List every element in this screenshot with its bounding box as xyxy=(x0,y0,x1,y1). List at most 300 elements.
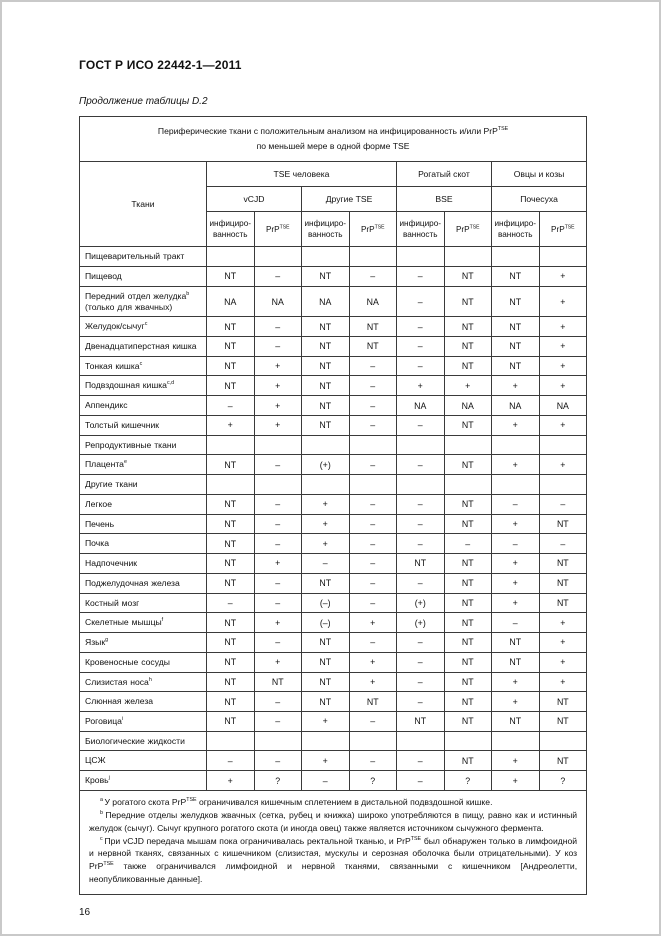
tissue-value-cell: NT xyxy=(492,337,540,357)
tissue-value-cell xyxy=(492,435,540,455)
tissue-value-cell: + xyxy=(539,356,587,376)
footnote-marker: a xyxy=(100,797,105,804)
tissue-value-cell: NT xyxy=(444,356,492,376)
tissue-value-cell xyxy=(397,475,445,495)
col-leaf-infectivity: инфициро- ванность xyxy=(492,212,540,247)
table-row xyxy=(80,356,587,376)
tissue-value-cell: NT xyxy=(302,396,350,416)
tissue-value-cell xyxy=(539,435,587,455)
tissue-value-cell: NT xyxy=(349,692,397,712)
tissue-value-cell: NT xyxy=(207,494,255,514)
tissue-value-cell: NT xyxy=(444,692,492,712)
tissue-value-cell: NT xyxy=(444,652,492,672)
tissue-value-cell: NT xyxy=(302,652,350,672)
tissue-value-cell: + xyxy=(254,376,302,396)
tissue-value-cell: – xyxy=(349,396,397,416)
tissue-value-cell: – xyxy=(397,652,445,672)
tissue-value-cell: – xyxy=(492,613,540,633)
tissue-value-cell: (+) xyxy=(397,613,445,633)
tissue-value-cell: NT xyxy=(539,692,587,712)
tissue-value-cell xyxy=(207,435,255,455)
tissue-value-cell: + xyxy=(539,376,587,396)
tissue-value-cell: ? xyxy=(539,771,587,791)
footnote-marker: c xyxy=(100,835,105,842)
tissue-value-cell: – xyxy=(254,692,302,712)
tissue-value-cell xyxy=(302,247,350,267)
tissue-value-cell: NT xyxy=(492,633,540,653)
tissue-value-cell: – xyxy=(254,633,302,653)
tissue-name: Кровь$^j$ xyxy=(80,771,207,791)
tissue-value-cell: + xyxy=(492,573,540,593)
table-row xyxy=(80,731,587,751)
tissue-value-cell xyxy=(254,435,302,455)
tissue-value-cell: NT xyxy=(207,455,255,475)
tissue-value-cell: – xyxy=(397,534,445,554)
tissue-value-cell: NT xyxy=(444,711,492,731)
tissue-value-cell: NT xyxy=(444,613,492,633)
tissue-value-cell: – xyxy=(397,672,445,692)
table-row xyxy=(80,435,587,455)
tissue-value-cell: – xyxy=(207,396,255,416)
tissue-value-cell: (+) xyxy=(397,593,445,613)
tissue-value-cell: NA xyxy=(302,286,350,316)
tissue-value-cell: NT xyxy=(254,672,302,692)
table-row xyxy=(80,376,587,396)
table-row xyxy=(80,633,587,653)
tissue-value-cell xyxy=(397,435,445,455)
tissue-value-cell: – xyxy=(492,494,540,514)
tissue-value-cell xyxy=(254,247,302,267)
tissue-value-cell: NT xyxy=(397,554,445,574)
tissue-value-cell: + xyxy=(492,554,540,574)
tissue-value-cell xyxy=(207,731,255,751)
tissue-value-cell: + xyxy=(349,613,397,633)
tissue-value-cell: + xyxy=(539,415,587,435)
table-row xyxy=(80,573,587,593)
tissue-value-cell: – xyxy=(349,376,397,396)
tissue-name: Передний отдел желудка$^b$ (только для жвачных) xyxy=(80,286,207,316)
tissue-value-cell: NT xyxy=(539,514,587,534)
tissue-value-cell: NT xyxy=(492,711,540,731)
tissue-value-cell: – xyxy=(397,455,445,475)
tissue-name: Печень xyxy=(80,514,207,534)
tissue-value-cell xyxy=(349,475,397,495)
tissue-value-cell: NT xyxy=(302,356,350,376)
col-group-human-tse: TSE человека xyxy=(207,162,397,187)
tissue-value-cell xyxy=(444,731,492,751)
table-row xyxy=(80,652,587,672)
tissue-value-cell: + xyxy=(492,692,540,712)
tissue-value-cell: NT xyxy=(207,337,255,357)
tissue-tse-table xyxy=(79,116,587,895)
tissue-value-cell xyxy=(397,247,445,267)
tissue-value-cell: NT xyxy=(207,613,255,633)
tissue-name: Костный мозг xyxy=(80,593,207,613)
tissue-name: Поджелудочная железа xyxy=(80,573,207,593)
tissue-name: Аппендикс xyxy=(80,396,207,416)
tissue-value-cell: + xyxy=(539,337,587,357)
footnote: $^c$ При vCJD передача мышам пока ограничивалась ректальной тканью, и PrP$^{TSE}$ был обнаружен только в лимфоидной и нервной тканях, связанных с кишечником (слизистая, мускулы и серозная оболочка были отрицательными). У коз PrP$^{TSE}$ также ограничивался лимфоидной и нервной тканями, связанными с кишечником [Андреолетти, неопубликованные данные]. xyxy=(89,835,578,885)
col-leaf-infectivity: инфициро- ванность xyxy=(397,212,445,247)
tissue-value-cell: + xyxy=(397,376,445,396)
tissue-name: Язык$^g$ xyxy=(80,633,207,653)
tissue-value-cell: – xyxy=(349,356,397,376)
tissue-value-cell: + xyxy=(492,455,540,475)
tissue-value-cell: NT xyxy=(444,317,492,337)
tissue-value-cell: + xyxy=(254,415,302,435)
tissue-value-cell: NT xyxy=(444,573,492,593)
tissue-value-cell: – xyxy=(349,415,397,435)
table-row xyxy=(80,317,587,337)
tissue-value-cell: + xyxy=(492,771,540,791)
table-row xyxy=(80,494,587,514)
col-sub-other-tse: Другие TSE xyxy=(302,187,397,212)
prp-superscript: TSE xyxy=(497,126,509,133)
tissue-value-cell: NA xyxy=(254,286,302,316)
tissue-value-cell: + xyxy=(492,593,540,613)
tissue-value-cell: NT xyxy=(444,455,492,475)
tissue-value-cell: – xyxy=(349,573,397,593)
tissue-value-cell: (+) xyxy=(302,455,350,475)
tissue-value-cell: NT xyxy=(207,573,255,593)
col-leaf-infectivity: инфициро- ванность xyxy=(207,212,255,247)
table-row xyxy=(80,593,587,613)
tissue-value-cell xyxy=(444,435,492,455)
tissue-name: Легкое xyxy=(80,494,207,514)
table-row xyxy=(80,554,587,574)
tissue-value-cell: NT xyxy=(492,356,540,376)
table-row xyxy=(80,475,587,495)
tissue-value-cell: + xyxy=(254,396,302,416)
tissue-value-cell: – xyxy=(254,711,302,731)
prp-superscript: TSE xyxy=(469,224,480,231)
tissue-value-cell: – xyxy=(349,514,397,534)
prp-superscript: TSE xyxy=(374,224,385,231)
tissue-value-cell: + xyxy=(539,317,587,337)
tissue-name: Биологические жидкости xyxy=(80,731,207,751)
tissue-value-cell: NT xyxy=(539,751,587,771)
tissue-value-cell: NA xyxy=(539,396,587,416)
table-row xyxy=(80,711,587,731)
col-group-cattle: Рогатый скот xyxy=(397,162,492,187)
table-row xyxy=(80,247,587,267)
tissue-value-cell: + xyxy=(254,652,302,672)
col-sub-bse: BSE xyxy=(397,187,492,212)
col-leaf-prp: PrP$^{TSE}$ xyxy=(444,212,492,247)
tissue-value-cell: NT xyxy=(444,494,492,514)
tissue-value-cell: + xyxy=(207,771,255,791)
tissue-value-cell: NT xyxy=(207,267,255,287)
tissue-value-cell: NT xyxy=(207,692,255,712)
tissue-value-cell: – xyxy=(397,415,445,435)
tissue-value-cell: NT xyxy=(444,593,492,613)
tissue-value-cell: NT xyxy=(302,573,350,593)
tissue-value-cell: – xyxy=(397,494,445,514)
tissue-value-cell: NT xyxy=(207,376,255,396)
tissue-value-cell xyxy=(302,435,350,455)
tissue-value-cell: NA xyxy=(207,286,255,316)
tissue-value-cell: – xyxy=(254,751,302,771)
tissue-value-cell: NT xyxy=(349,337,397,357)
tissue-value-cell: – xyxy=(254,337,302,357)
tissue-value-cell: NT xyxy=(444,672,492,692)
col-leaf-infectivity: инфициро- ванность xyxy=(302,212,350,247)
tissue-value-cell: – xyxy=(207,593,255,613)
tissue-name: Роговица$^i$ xyxy=(80,711,207,731)
tissue-value-cell xyxy=(397,731,445,751)
col-sub-vcjd: vCJD xyxy=(207,187,302,212)
tissue-value-cell: – xyxy=(302,771,350,791)
table-banner xyxy=(80,117,587,162)
tissue-value-cell: – xyxy=(349,751,397,771)
tissue-value-cell: – xyxy=(349,593,397,613)
tissue-value-cell: – xyxy=(397,514,445,534)
tissue-value-cell xyxy=(349,247,397,267)
tissue-value-cell: – xyxy=(349,494,397,514)
table-row xyxy=(80,455,587,475)
tissue-value-cell: + xyxy=(302,711,350,731)
tissue-name: Тонкая кишка$^c$ xyxy=(80,356,207,376)
tissue-value-cell: NT xyxy=(302,337,350,357)
footnote: $^a$ У рогатого скота PrP$^{TSE}$ ограничивался кишечным сплетением в дистальной подвздошной кишке. xyxy=(100,796,493,807)
tissue-value-cell: – xyxy=(397,286,445,316)
tissue-value-cell: NA xyxy=(349,286,397,316)
tissue-value-cell xyxy=(539,247,587,267)
tissue-value-cell: ? xyxy=(444,771,492,791)
col-leaf-prp: PrP$^{TSE}$ xyxy=(349,212,397,247)
tissue-value-cell: + xyxy=(539,672,587,692)
tissue-name: Пищеварительный тракт xyxy=(80,247,207,267)
banner-line1: Периферические ткани с положительным анализом на инфицированность и/или PrP$^{TSE}$ xyxy=(157,126,509,136)
col-leaf-prp: PrP$^{TSE}$ xyxy=(254,212,302,247)
tissue-value-cell: – xyxy=(254,317,302,337)
tissue-value-cell: – xyxy=(397,751,445,771)
tissue-value-cell: – xyxy=(254,514,302,534)
tissue-value-cell: + xyxy=(539,652,587,672)
tissue-value-cell: + xyxy=(539,267,587,287)
tissue-value-cell: – xyxy=(349,554,397,574)
tissue-value-cell: NT xyxy=(492,286,540,316)
tissue-value-cell: – xyxy=(397,317,445,337)
tissue-value-cell: + xyxy=(539,613,587,633)
doc-code: ГОСТ Р ИСО 22442-1—2011 xyxy=(79,58,242,72)
col-sub-scrapie: Почесуха xyxy=(492,187,587,212)
tissue-name: Слизистая носа$^h$ xyxy=(80,672,207,692)
tissue-value-cell: + xyxy=(492,672,540,692)
tissue-value-cell: NT xyxy=(492,317,540,337)
tissue-value-cell: – xyxy=(349,267,397,287)
tissue-value-cell: – xyxy=(397,771,445,791)
tissue-value-cell: – xyxy=(207,751,255,771)
tissue-value-cell: + xyxy=(349,652,397,672)
tissue-value-cell: – xyxy=(539,494,587,514)
table-row xyxy=(80,771,587,791)
tissue-value-cell: NT xyxy=(207,534,255,554)
tissue-value-cell: NT xyxy=(539,554,587,574)
tissue-value-cell: + xyxy=(492,514,540,534)
tissue-value-cell: + xyxy=(349,672,397,692)
col-leaf-prp: PrP$^{TSE}$ xyxy=(539,212,587,247)
tissue-value-cell: + xyxy=(207,415,255,435)
tissue-value-cell: + xyxy=(539,286,587,316)
tissue-name: Почка xyxy=(80,534,207,554)
tissue-name: Скелетные мышцы$^f$ xyxy=(80,613,207,633)
tissue-value-cell: NT xyxy=(444,415,492,435)
tissue-value-cell: (–) xyxy=(302,593,350,613)
footnote: $^b$ Передние отделы желудков жвачных (сетка, рубец и книжка) широко употребляются в пищу, равно как и истинный желудок (сычуг). Сычуг крупного рогатого скота (и иногда овец) также является источником сычужного фермента. xyxy=(89,809,578,833)
tissue-value-cell: – xyxy=(254,494,302,514)
tissue-value-cell xyxy=(349,435,397,455)
tissue-value-cell: NT xyxy=(207,514,255,534)
tissue-value-cell: NT xyxy=(397,711,445,731)
page-content xyxy=(2,2,659,918)
tissue-value-cell: NT xyxy=(302,267,350,287)
table-row xyxy=(80,672,587,692)
tissue-value-cell: – xyxy=(444,534,492,554)
tissue-value-cell: – xyxy=(349,711,397,731)
tissue-value-cell: – xyxy=(397,633,445,653)
table-caption: Продолжение таблицы D.2 xyxy=(79,96,208,107)
tissue-value-cell xyxy=(302,731,350,751)
tissue-value-cell: NT xyxy=(207,554,255,574)
tissue-name: Желудок/сычуг$^c$ xyxy=(80,317,207,337)
tissue-value-cell: NT xyxy=(302,672,350,692)
footnote-marker: b xyxy=(100,809,106,816)
tissue-value-cell xyxy=(207,475,255,495)
tissue-value-cell: + xyxy=(539,455,587,475)
tissue-value-cell xyxy=(254,731,302,751)
tissue-value-cell: NT xyxy=(207,633,255,653)
tissue-value-cell: NT xyxy=(444,286,492,316)
tissue-value-cell xyxy=(349,731,397,751)
tissue-value-cell: NT xyxy=(539,573,587,593)
tissue-value-cell xyxy=(492,475,540,495)
table-row xyxy=(80,396,587,416)
tissue-value-cell: NT xyxy=(492,267,540,287)
tissue-name: Репродуктивные ткани xyxy=(80,435,207,455)
tissue-value-cell: NT xyxy=(444,514,492,534)
tissue-value-cell: NT xyxy=(302,317,350,337)
tissue-value-cell: – xyxy=(397,356,445,376)
tissue-value-cell: – xyxy=(349,534,397,554)
tissue-value-cell: NT xyxy=(444,337,492,357)
tissue-value-cell: NA xyxy=(492,396,540,416)
tissue-value-cell: NT xyxy=(302,633,350,653)
tissue-value-cell: NT xyxy=(207,672,255,692)
tissue-value-cell xyxy=(207,247,255,267)
tissue-value-cell: NT xyxy=(207,356,255,376)
tissue-name: Надпочечник xyxy=(80,554,207,574)
tissue-value-cell: NT xyxy=(444,267,492,287)
tissue-value-cell: – xyxy=(397,692,445,712)
tissue-name: Плацента$^е$ xyxy=(80,455,207,475)
tissue-value-cell: – xyxy=(254,267,302,287)
tissue-value-cell: – xyxy=(254,455,302,475)
tissue-value-cell: – xyxy=(539,534,587,554)
tissue-value-cell: NA xyxy=(444,396,492,416)
banner-line2: по меньшей мере в одной форме TSE xyxy=(256,140,410,151)
tissue-value-cell: NT xyxy=(207,317,255,337)
tissue-value-cell: + xyxy=(302,751,350,771)
tissue-value-cell: – xyxy=(254,593,302,613)
tissue-value-cell: ? xyxy=(349,771,397,791)
tissue-value-cell: + xyxy=(254,554,302,574)
tissue-value-cell: – xyxy=(492,534,540,554)
tissue-value-cell xyxy=(539,731,587,751)
table-header xyxy=(80,117,587,247)
tissue-value-cell: – xyxy=(302,554,350,574)
tissue-value-cell: – xyxy=(349,455,397,475)
tissue-value-cell: + xyxy=(302,514,350,534)
tissue-value-cell xyxy=(444,475,492,495)
table-row xyxy=(80,337,587,357)
tissue-value-cell: NT xyxy=(302,692,350,712)
tissue-value-cell xyxy=(302,475,350,495)
prp-superscript: TSE xyxy=(279,224,290,231)
tissue-value-cell: + xyxy=(254,356,302,376)
tissue-value-cell: (–) xyxy=(302,613,350,633)
table-row xyxy=(80,751,587,771)
tissue-value-cell: NT xyxy=(444,633,492,653)
tissue-value-cell: – xyxy=(254,534,302,554)
tissue-value-cell: NT xyxy=(444,554,492,574)
tissue-value-cell: NT xyxy=(207,711,255,731)
tissue-value-cell: NT xyxy=(492,652,540,672)
tissue-name: ЦСЖ xyxy=(80,751,207,771)
tissue-value-cell xyxy=(444,247,492,267)
tissue-value-cell: NT xyxy=(207,652,255,672)
table-row xyxy=(80,692,587,712)
tissue-value-cell: NT xyxy=(302,415,350,435)
col-header-tissues: Ткани xyxy=(80,162,207,247)
tissue-name: Толстый кишечник xyxy=(80,415,207,435)
col-group-sheep-goats: Овцы и козы xyxy=(492,162,587,187)
table-row xyxy=(80,415,587,435)
tissue-value-cell: NT xyxy=(539,711,587,731)
tissue-value-cell: + xyxy=(492,415,540,435)
table-row xyxy=(80,613,587,633)
table-row xyxy=(80,286,587,316)
page-number: 16 xyxy=(79,907,91,919)
tissue-value-cell: – xyxy=(254,573,302,593)
table-row xyxy=(80,534,587,554)
tissue-value-cell: NT xyxy=(539,593,587,613)
tissue-value-cell: NA xyxy=(397,396,445,416)
tissue-value-cell: – xyxy=(349,633,397,653)
tissue-name: Подвздошная кишка$^{c,d}$ xyxy=(80,376,207,396)
tissue-value-cell: – xyxy=(397,337,445,357)
tissue-value-cell: – xyxy=(397,573,445,593)
tissue-value-cell xyxy=(492,247,540,267)
tissue-value-cell: + xyxy=(492,751,540,771)
prp-superscript: TSE xyxy=(564,224,575,231)
tissue-value-cell: + xyxy=(539,633,587,653)
tissue-name: Двенадцатиперстная кишка xyxy=(80,337,207,357)
tissue-value-cell: ? xyxy=(254,771,302,791)
table-row xyxy=(80,267,587,287)
tissue-value-cell xyxy=(539,475,587,495)
tissue-value-cell: NT xyxy=(349,317,397,337)
tissue-value-cell: + xyxy=(302,494,350,514)
tissue-name: Кровеносные сосуды xyxy=(80,652,207,672)
tissue-value-cell: – xyxy=(397,267,445,287)
table-row xyxy=(80,514,587,534)
tissue-value-cell: NT xyxy=(444,751,492,771)
tissue-value-cell xyxy=(254,475,302,495)
tissue-value-cell: + xyxy=(254,613,302,633)
tissue-value-cell: + xyxy=(302,534,350,554)
tissue-value-cell: + xyxy=(492,376,540,396)
